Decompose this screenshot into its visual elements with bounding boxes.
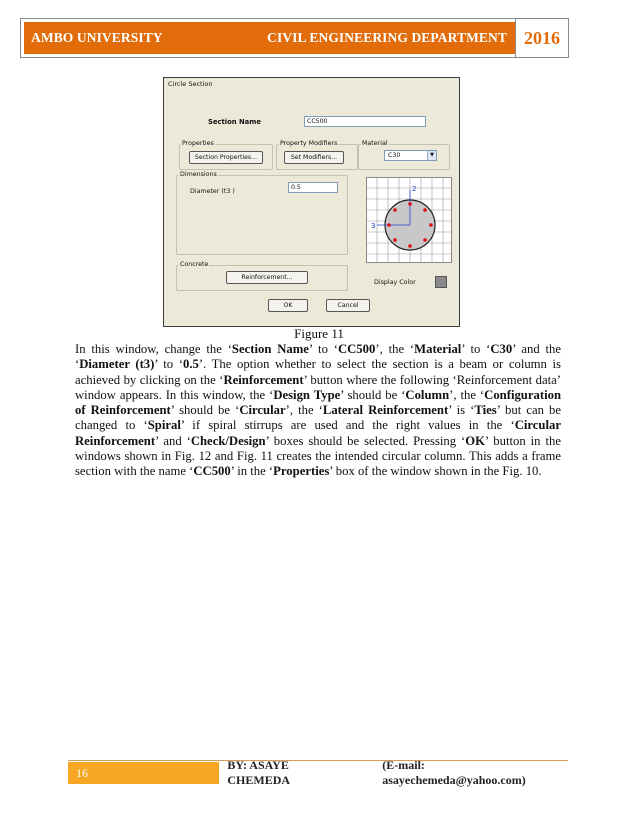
bold-run: Diameter (t3) bbox=[79, 357, 155, 372]
footer-author: BY: ASAYE CHEMEDA bbox=[227, 758, 291, 787]
display-color-swatch[interactable] bbox=[435, 276, 447, 288]
section-name-input[interactable]: CC500 bbox=[304, 116, 426, 127]
header-year: 2016 bbox=[515, 19, 568, 57]
text-run: ’ is ‘ bbox=[448, 403, 475, 418]
set-modifiers-button[interactable]: Set Modifiers... bbox=[284, 151, 344, 164]
bold-run: CC500 bbox=[337, 342, 376, 356]
bold-run: CC500 bbox=[193, 464, 231, 479]
bold-run: Section Name bbox=[231, 342, 309, 356]
reinforcement-button[interactable]: Reinforcement... bbox=[226, 271, 308, 284]
body-paragraph bbox=[75, 342, 561, 480]
material-group-title: Material bbox=[362, 140, 388, 147]
header-department: CIVIL ENGINEERING DEPARTMENT bbox=[267, 30, 507, 45]
diameter-input[interactable]: 0.5 bbox=[288, 182, 338, 193]
ok-button[interactable]: OK bbox=[268, 299, 308, 312]
bold-run: Material bbox=[414, 342, 462, 356]
material-select[interactable] bbox=[384, 150, 437, 161]
bold-run: Reinforcement bbox=[223, 372, 304, 387]
text-run: ’ in the ‘ bbox=[230, 464, 274, 479]
figure-caption: Figure 11 bbox=[294, 326, 344, 341]
bold-run: Design Type bbox=[273, 387, 341, 402]
text-run: ’ boxes should be selected. Pressing ‘ bbox=[265, 433, 466, 448]
axis-3-label: 3 bbox=[371, 222, 376, 230]
text-run: ’ if spiral stirrups are used and the right values in the ‘ bbox=[180, 418, 515, 433]
text-run: ’ and the ‘ bbox=[75, 342, 561, 372]
bold-run: Circular Reinforcement bbox=[75, 418, 561, 448]
concrete-group-title: Concrete bbox=[180, 261, 209, 268]
dialog-title: Circle Section bbox=[168, 80, 213, 88]
header-banner bbox=[24, 22, 515, 54]
bold-run: Circular bbox=[239, 403, 286, 418]
display-color-label: Display Color bbox=[374, 279, 416, 286]
cancel-button[interactable]: Cancel bbox=[326, 299, 370, 312]
properties-group-title: Properties bbox=[182, 140, 214, 147]
dimensions-group-title: Dimensions bbox=[180, 171, 217, 178]
text-run: ’ should be ‘ bbox=[340, 387, 406, 402]
section-properties-button[interactable]: Section Properties... bbox=[189, 151, 263, 164]
bold-run: C30 bbox=[490, 342, 513, 356]
bold-run: 0.5 bbox=[183, 357, 199, 372]
property-modifiers-group-title: Property Modifiers bbox=[280, 140, 338, 147]
bold-run: Spiral bbox=[147, 418, 181, 433]
page-header bbox=[20, 18, 569, 58]
circle-section-dialog bbox=[163, 77, 460, 327]
header-university: AMBO UNIVERSITY bbox=[31, 30, 163, 45]
bold-run: Column bbox=[405, 387, 450, 402]
bold-run: Configuration of Reinforcement bbox=[75, 387, 561, 418]
chevron-down-icon[interactable]: ▼ bbox=[427, 151, 436, 160]
text-run: ’ to ‘ bbox=[308, 342, 338, 356]
bold-run: Ties bbox=[474, 403, 497, 418]
page-footer bbox=[68, 758, 568, 787]
text-run: ’ and ‘ bbox=[155, 433, 191, 448]
axis-2-label: 2 bbox=[412, 185, 417, 193]
text-run: ’ to ‘ bbox=[154, 357, 183, 372]
bold-run: OK bbox=[465, 433, 486, 448]
bold-run: Properties bbox=[273, 464, 330, 479]
text-run: ’, the ‘ bbox=[285, 403, 323, 418]
bold-run: Check/Design bbox=[190, 433, 266, 448]
text-run: ’ to ‘ bbox=[461, 342, 491, 356]
text-run: In this window, change the ‘ bbox=[75, 342, 232, 356]
text-run: ’, the ‘ bbox=[375, 342, 415, 356]
text-run: ’. The option whether to select the section is a beam or column is achieved by clicking on the ‘ bbox=[75, 357, 561, 387]
section-preview-drawing bbox=[367, 178, 451, 262]
diameter-label: Diameter (t3 ) bbox=[190, 188, 235, 195]
page-number: 16 bbox=[68, 762, 219, 784]
text-run: ’ button in the windows shown in Fig. 12 and Fig. 11 creates the intended circular column. This adds a frame section with the name ‘ bbox=[75, 433, 561, 479]
section-preview bbox=[366, 177, 452, 263]
footer-email: (E-mail: asayechemeda@yahoo.com) bbox=[382, 758, 526, 787]
section-name-label: Section Name bbox=[208, 118, 261, 126]
text-run: ’, the ‘ bbox=[449, 387, 485, 402]
bold-run: Lateral Reinforcement bbox=[322, 403, 449, 418]
material-select-value: C30 bbox=[388, 152, 401, 159]
text-run: ’ but can be changed to ‘ bbox=[75, 403, 561, 433]
text-run: ’ button where the following ‘Reinforcement data’ window appears. In this window, the ‘ bbox=[75, 372, 561, 402]
text-run: ’ box of the window shown in the Fig. 10. bbox=[329, 464, 542, 479]
text-run: ’ should be ‘ bbox=[170, 403, 240, 418]
